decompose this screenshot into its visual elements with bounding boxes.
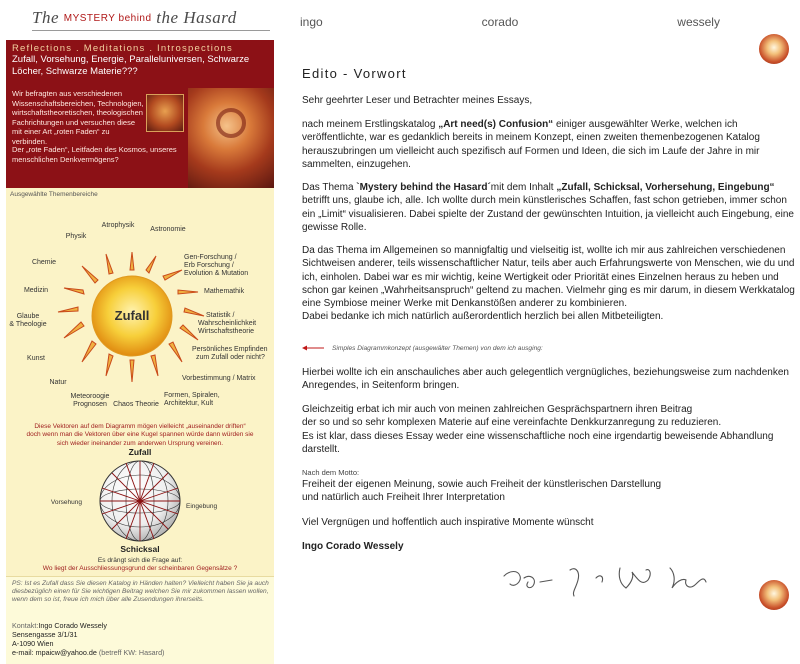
ray <box>151 355 158 376</box>
intro-heading: Reflections . Meditations . Introspections <box>12 43 233 54</box>
label-astronomie: Astronomie <box>150 226 186 233</box>
page-title: Edito - Vorwort <box>302 66 407 81</box>
p5-line-2: der so und so sehr komplexen Materie auf eine vereinfachte Denkkurzanregung zu reduzieren. <box>302 417 722 429</box>
artwork-thumbnail[interactable] <box>146 94 184 132</box>
ray <box>82 266 98 283</box>
sphere-label-eingebung: Eingebung <box>186 503 218 510</box>
paragraph-1 <box>302 118 800 171</box>
email-subject-note: (betreff KW: Hasard) <box>98 648 165 657</box>
page-header <box>0 0 800 34</box>
paragraph-5 <box>302 403 800 456</box>
label-chaos-theorie: Chaos Theorie <box>113 401 159 408</box>
ray <box>64 288 84 294</box>
email-label: e-mail: <box>12 648 34 657</box>
ray <box>146 256 156 273</box>
site-title-behind: behind <box>118 13 152 24</box>
label-physik: Physik <box>65 233 87 240</box>
contact-info <box>12 621 270 657</box>
p3-thanks: Dabei bedanke ich mich natürlich außerordentlich herzlich bei allen Mitbeteiligten. <box>302 311 664 323</box>
ps-note: PS: Ist es Zufall dass Sie diesen Katalog in Händen halten? Vielleicht haben Sie ja auch diesbezüglich einen für Sie wichtigen Beitrag welchen Sie mir zukommen lassen wollen, wenn dem so ist, freue ich mich über alle Zusendungen ihrerseits. <box>12 580 269 604</box>
diagram-panel <box>6 188 274 576</box>
intro-body: Wir befragten aus verschiedenen Wissenschaftsbereichen, Technologien, wirtschaftstheoretischen, theologischen Fachrichtungen und versuchen diese mit einer Art „roten Faden“ zu verbinden. <box>12 89 144 146</box>
contact-label: Kontakt: <box>12 621 39 630</box>
author-middle-name: corado <box>481 15 519 29</box>
question-text: Wo liegt der Ausschliessungsgrund der scheinbaren Gegensätze ? <box>42 565 238 573</box>
motto <box>302 478 800 505</box>
label-atrophysik: Atrophysik <box>101 222 135 229</box>
p3-text: Da das Thema im Allgemeinen so mannigfaltig und vielseitig ist, wollte ich mir aus zahlreichen verschiedenen Sichtweisen anderer, teils wissenschaftlicher Natur, teils aber auch Erfahrungswerte von Menschen, wie du und ich, einholen. Dabei war es mir wichtig, keine Wertigkeit oder Priorität eines Einzelnen heraus zu heben und schon gar keinen „Wahrheitsanspruch“ geltend zu machen. Vielmehr ging es mir darum, in diesem Werkkatalog eine Symbiose meiner Werke mit Denkanstößen anderer zu kombinieren. <box>302 245 795 310</box>
contact-name: Ingo Corado Wessely <box>38 621 107 630</box>
ray <box>180 325 198 340</box>
p2-theme-content: „Zufall, Schicksal, Vorhersehung, Eingebung“ <box>556 182 775 193</box>
motto-label: Nach dem Motto: <box>302 468 360 477</box>
intro-topics: Zufall, Vorsehung, Energie, Paralleluniversen, Schwarze Löcher, Schwarze Materie??? <box>12 54 250 77</box>
diagram-reference-note <box>302 344 543 352</box>
motto-line-1: Freiheit der eigenen Meinung, sowie auch Freiheit der künstlerischen Darstellung <box>302 479 662 490</box>
closing-wish: Viel Vergnügen und hoffentlich auch inspirative Momente wünscht <box>302 517 594 528</box>
diagram-caption-line-3: sich wieder ineinander zum anderwen Ursprung vereinen. <box>56 439 224 447</box>
intro-panel <box>6 40 274 188</box>
label-empfinden-1: Persönliches Empfinden <box>192 346 268 353</box>
diagram-caption-line-1: Diese Vektoren auf dem Diagramm mögen vielleicht „auseinander driften“ <box>34 423 246 430</box>
ray <box>130 360 134 382</box>
sphere-diagram <box>6 446 274 558</box>
ray <box>64 322 84 338</box>
sphere-label-schicksal: Schicksal <box>120 544 160 554</box>
ray <box>106 354 113 376</box>
p1-catalog-title: „Art need(s) Confusion“ <box>438 119 554 130</box>
label-chemie: Chemie <box>31 259 57 266</box>
paragraph-2 <box>302 181 800 234</box>
diagram-caption-line-2: doch wenn man die Vektoren über eine Kugel spannen würde dann würden sie <box>26 431 254 439</box>
label-meteorologie-2: Prognosen <box>73 401 107 408</box>
motto-line-2: und natürlich auch Freiheit Ihrer Interpretation <box>302 492 505 504</box>
sidebar <box>6 40 274 657</box>
label-statistik-2: Wahrscheinlichkeit <box>198 320 257 327</box>
ray <box>58 307 78 312</box>
ray <box>163 270 182 280</box>
greeting: Sehr geehrter Leser und Betrachter meines Essays, <box>302 95 533 106</box>
p1-text-c: einiger ausgewählter Werke, welchen ich veröffentlichte, war es gedanklich bereits in meinem Konzept, einen zweiten themenbezogenen Katalog herauszubringen um vielleicht auch spezifisch auf Formen und Ideen, die sich im Laufe der Jahre in mir sammelten, einzugehen. <box>302 119 760 170</box>
site-title[interactable] <box>32 8 237 28</box>
sphere-label-vorsehung: Vorsehung <box>50 499 82 506</box>
email-link[interactable]: mpaicw@yahoo.de <box>35 648 97 657</box>
ray <box>178 290 198 294</box>
ray <box>130 252 134 270</box>
ray <box>106 254 113 274</box>
contact-street: Sensengasse 3/1/31 <box>12 630 78 639</box>
question-block <box>10 557 270 574</box>
author-name <box>300 15 720 29</box>
label-gen-3: Evolution & Mutation <box>184 270 249 277</box>
contact-city: A-1090 Wien <box>12 639 54 648</box>
paragraph-3 <box>302 244 800 324</box>
label-formen-2: Architektur, Kult <box>164 400 214 407</box>
ray <box>184 308 204 316</box>
label-natur: Natur <box>49 379 67 386</box>
diagram-center-label: Zufall <box>114 308 150 323</box>
label-kunst: Kunst <box>27 355 45 362</box>
sun-artwork-icon-footer[interactable] <box>759 580 789 610</box>
label-gen-1: Gen-Forschung / <box>184 254 237 261</box>
sun-artwork-icon[interactable] <box>759 34 789 64</box>
author-first-name: ingo <box>300 15 323 29</box>
signature-name: Ingo Corado Wessely <box>302 541 404 552</box>
diagram-reference-text: Simples Diagrammkonzept (ausgewälter Themen) von dem ich ausging: <box>332 344 543 352</box>
paragraph-4: Hierbei wollte ich ein anschauliches aber auch gelegentlich vergnügliches, beziehungsweise zum nachdenken Anregendes, in Seitenform bringen. <box>302 367 789 392</box>
handwritten-signature <box>500 558 730 608</box>
contact-panel <box>6 576 274 664</box>
label-glaube-1: Glaube <box>16 313 40 320</box>
label-statistik-1: Statistik / <box>206 312 235 319</box>
p2-text-c: mit dem Inhalt <box>490 182 557 193</box>
label-formen-1: Formen, Spiralen, <box>164 392 220 399</box>
label-mathematik: Mathemathik <box>204 288 245 295</box>
author-last-name: wessely <box>677 15 720 29</box>
sphere-label-zufall: Zufall <box>128 447 152 457</box>
ray <box>82 341 96 362</box>
p2-theme-title: `Mystery behind the Hasard´ <box>356 182 491 193</box>
label-empfinden-2: zum Zufall oder nicht? <box>196 354 265 361</box>
label-statistik-3: Wirtschaftstheorie <box>198 328 255 335</box>
ray <box>169 342 182 362</box>
label-gen-2: Erb Forschung / <box>184 262 234 269</box>
site-title-mystery: MYSTERY <box>63 13 116 24</box>
diagram-caption <box>10 423 270 448</box>
p1-text-a: nach meinem Erstlingskatalog <box>302 119 439 130</box>
sphere-vectors <box>100 461 180 541</box>
site-title-the: The <box>32 8 59 27</box>
left-arrow-icon <box>302 344 324 352</box>
artwork-eye-image <box>188 88 274 188</box>
header-divider <box>32 30 270 31</box>
label-medizin: Medizin <box>23 287 49 294</box>
label-vorbestimmung: Vorbestimmung / Matrix <box>182 375 256 382</box>
p5-line-3: Es ist klar, dass dieses Essay weder eine wissenschaftliche noch eine irgendartig beweisende Abhandlung darstellt. <box>302 430 774 455</box>
site-title-hasard: the Hasard <box>156 8 237 27</box>
label-meteorologie-1: Meteoroogie <box>70 393 110 400</box>
p2-text-a: Das Thema <box>302 182 357 193</box>
p5-line-1: Gleichzeitig erbat ich mir auch von meinen zahlreichen Gesprächspartnern ihren Beitrag <box>302 404 693 415</box>
topic-vector-diagram <box>6 198 274 430</box>
question-intro: Es drängt sich die Frage auf: <box>97 557 183 564</box>
p2-text-e: betrifft uns, glaube ich, alle. Ich wollte durch mein künstlerisches Schaffen, fast schon getrieben, immer schon ein „Limit“ visualisieren. Dabei spielte der Zustand der gewünschten Intuition, ja vielleicht auch Eingebung, eine gewisse Rolle. <box>302 195 794 233</box>
label-glaube-2: & Theologie <box>9 321 47 328</box>
intro-body-red-thread: Der „rote Faden“, Leitfaden des Kosmos, unseres menschlichen Denkvermögens? <box>12 145 177 164</box>
diagram-heading: Ausgewählte Themenbereiche <box>10 191 98 198</box>
